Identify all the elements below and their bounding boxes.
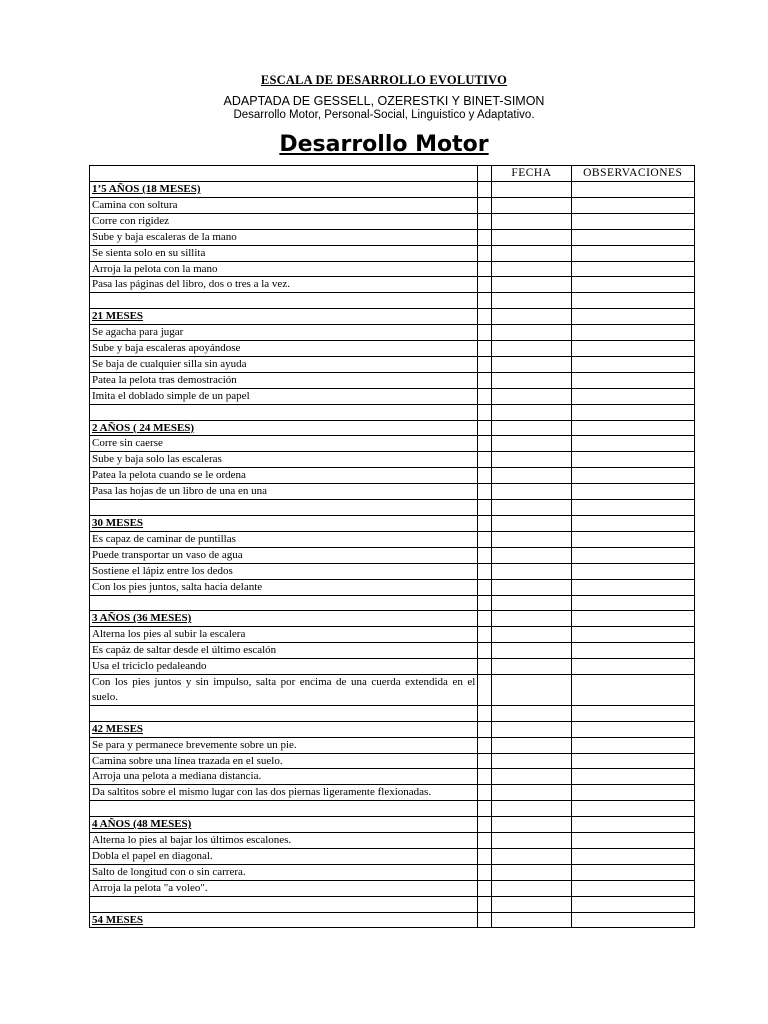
observaciones-cell[interactable]: [571, 659, 694, 675]
fecha-cell[interactable]: [492, 468, 571, 484]
milestone-text: Sostiene el lápiz entre los dedos: [90, 563, 478, 579]
check-cell[interactable]: [478, 325, 492, 341]
observaciones-cell[interactable]: [571, 404, 694, 420]
observaciones-cell[interactable]: [571, 833, 694, 849]
observaciones-cell[interactable]: [571, 643, 694, 659]
section-row: [90, 611, 695, 627]
check-cell[interactable]: [478, 293, 492, 309]
spacer-row: [90, 896, 695, 912]
check-cell[interactable]: [478, 197, 492, 213]
fecha-cell[interactable]: [492, 293, 571, 309]
table-row: [90, 848, 695, 864]
milestone-text: Salto de longitud con o sin carrera.: [90, 864, 478, 880]
section-row: [90, 309, 695, 325]
fecha-cell[interactable]: [492, 721, 571, 737]
check-cell[interactable]: [478, 769, 492, 785]
check-cell[interactable]: [478, 912, 492, 928]
fecha-cell[interactable]: [492, 896, 571, 912]
observaciones-cell[interactable]: [571, 388, 694, 404]
milestone-text: Camina sobre una línea trazada en el suelo.: [90, 753, 478, 769]
observaciones-cell[interactable]: [571, 309, 694, 325]
milestone-text: Sube y baja solo las escaleras: [90, 452, 478, 468]
observaciones-cell[interactable]: [571, 468, 694, 484]
table-row: [90, 563, 695, 579]
age-section-label: 54 MESES: [90, 912, 478, 928]
check-cell[interactable]: [478, 229, 492, 245]
observaciones-cell[interactable]: [571, 801, 694, 817]
check-cell[interactable]: [478, 848, 492, 864]
check-cell[interactable]: [478, 817, 492, 833]
table-row: [90, 245, 695, 261]
fecha-cell[interactable]: [492, 705, 571, 721]
fecha-cell[interactable]: [492, 547, 571, 563]
table-row: [90, 737, 695, 753]
check-cell[interactable]: [478, 675, 492, 706]
section-row: [90, 721, 695, 737]
fecha-cell[interactable]: [492, 880, 571, 896]
milestone-text: Arroja la pelota con la mano: [90, 261, 478, 277]
table-row: [90, 436, 695, 452]
section-row: [90, 420, 695, 436]
milestone-text: Patea la pelota tras demostración: [90, 372, 478, 388]
table-row: [90, 833, 695, 849]
milestone-text: [90, 705, 478, 721]
milestone-text: Es capaz de caminar de puntillas: [90, 531, 478, 547]
fecha-cell[interactable]: [492, 531, 571, 547]
milestone-text: Corre con rigidez: [90, 213, 478, 229]
observaciones-cell[interactable]: [571, 737, 694, 753]
observaciones-cell[interactable]: [571, 769, 694, 785]
observaciones-cell[interactable]: [571, 182, 694, 198]
observaciones-cell[interactable]: [571, 293, 694, 309]
observaciones-cell[interactable]: [571, 531, 694, 547]
section-row: [90, 912, 695, 928]
fecha-cell[interactable]: [492, 912, 571, 928]
fecha-cell[interactable]: [492, 659, 571, 675]
check-cell[interactable]: [478, 659, 492, 675]
age-section-label: 21 MESES: [90, 309, 478, 325]
check-cell[interactable]: [478, 721, 492, 737]
fecha-cell[interactable]: [492, 436, 571, 452]
table-row: [90, 277, 695, 293]
check-cell[interactable]: [478, 484, 492, 500]
check-cell[interactable]: [478, 245, 492, 261]
check-cell[interactable]: [478, 801, 492, 817]
table-row: [90, 579, 695, 595]
evaluation-table: [89, 165, 695, 928]
check-cell[interactable]: [478, 213, 492, 229]
check-cell[interactable]: [478, 261, 492, 277]
fecha-cell[interactable]: [492, 420, 571, 436]
fecha-cell[interactable]: [492, 579, 571, 595]
check-cell[interactable]: [478, 452, 492, 468]
observaciones-cell[interactable]: [571, 500, 694, 516]
milestone-text: Con los pies juntos y sin impulso, salta por encima de una cuerda extendida en el suelo.: [90, 675, 478, 706]
table-row: [90, 388, 695, 404]
observaciones-cell[interactable]: [571, 721, 694, 737]
observaciones-cell[interactable]: [571, 229, 694, 245]
observaciones-cell[interactable]: [571, 341, 694, 357]
observaciones-cell[interactable]: [571, 452, 694, 468]
check-cell[interactable]: [478, 277, 492, 293]
check-cell[interactable]: [478, 309, 492, 325]
milestone-text: Sube y baja escaleras apoyándose: [90, 341, 478, 357]
observaciones-cell[interactable]: [571, 880, 694, 896]
milestone-text: Pasa las hojas de un libro de una en una: [90, 484, 478, 500]
check-cell[interactable]: [478, 833, 492, 849]
milestone-text: [90, 404, 478, 420]
check-cell[interactable]: [478, 737, 492, 753]
table-row: [90, 213, 695, 229]
observaciones-cell[interactable]: [571, 261, 694, 277]
table-row: [90, 197, 695, 213]
age-section-label: 2 AÑOS ( 24 MESES): [90, 420, 478, 436]
observaciones-cell[interactable]: [571, 912, 694, 928]
table-row: [90, 753, 695, 769]
table-row: [90, 785, 695, 801]
milestone-text: Se agacha para jugar: [90, 325, 478, 341]
fecha-cell[interactable]: [492, 404, 571, 420]
fecha-cell[interactable]: [492, 197, 571, 213]
table-row: [90, 325, 695, 341]
observaciones-cell[interactable]: [571, 753, 694, 769]
spacer-row: [90, 404, 695, 420]
observaciones-cell[interactable]: [571, 579, 694, 595]
check-cell[interactable]: [478, 341, 492, 357]
fecha-cell[interactable]: [492, 372, 571, 388]
observaciones-cell[interactable]: [571, 595, 694, 611]
table-row: [90, 880, 695, 896]
milestone-text: Sube y baja escaleras de la mano: [90, 229, 478, 245]
milestone-text: Dobla el papel en diagonal.: [90, 848, 478, 864]
check-cell[interactable]: [478, 356, 492, 372]
check-cell[interactable]: [478, 436, 492, 452]
table-row: [90, 547, 695, 563]
milestone-text: Arroja la pelota "a voleo".: [90, 880, 478, 896]
table-row: [90, 484, 695, 500]
milestone-text: Se sienta solo en su sillita: [90, 245, 478, 261]
observaciones-cell[interactable]: [571, 245, 694, 261]
check-cell[interactable]: [478, 563, 492, 579]
observaciones-cell[interactable]: [571, 864, 694, 880]
item-column-header: [90, 166, 478, 182]
milestone-text: Camina con soltura: [90, 197, 478, 213]
fecha-cell[interactable]: [492, 785, 571, 801]
check-cell[interactable]: [478, 547, 492, 563]
fecha-cell[interactable]: [492, 182, 571, 198]
table-row: [90, 864, 695, 880]
check-cell[interactable]: [478, 896, 492, 912]
observaciones-cell[interactable]: [571, 420, 694, 436]
check-cell[interactable]: [478, 500, 492, 516]
section-row: [90, 182, 695, 198]
section-heading: Desarrollo Motor: [279, 132, 489, 157]
observaciones-cell[interactable]: [571, 611, 694, 627]
fecha-cell[interactable]: [492, 801, 571, 817]
milestone-text: Se para y permanece brevemente sobre un pie.: [90, 737, 478, 753]
milestone-text: [90, 595, 478, 611]
fecha-cell[interactable]: [492, 213, 571, 229]
observaciones-cell[interactable]: [571, 515, 694, 531]
table-row: [90, 468, 695, 484]
observaciones-cell[interactable]: [571, 785, 694, 801]
check-cell[interactable]: [478, 595, 492, 611]
table-row: [90, 659, 695, 675]
age-section-label: 30 MESES: [90, 515, 478, 531]
check-cell[interactable]: [478, 182, 492, 198]
age-section-label: 1’5 AÑOS (18 MESES): [90, 182, 478, 198]
table-row: [90, 643, 695, 659]
table-row: [90, 372, 695, 388]
table-row: [90, 229, 695, 245]
fecha-cell[interactable]: [492, 388, 571, 404]
fecha-cell[interactable]: [492, 500, 571, 516]
check-cell[interactable]: [478, 531, 492, 547]
table-row: [90, 627, 695, 643]
fecha-cell[interactable]: [492, 325, 571, 341]
milestone-text: Patea la pelota cuando se le ordena: [90, 468, 478, 484]
milestone-text: [90, 896, 478, 912]
fecha-cell[interactable]: [492, 611, 571, 627]
check-cell[interactable]: [478, 643, 492, 659]
check-cell[interactable]: [478, 880, 492, 896]
milestone-text: Da saltitos sobre el mismo lugar con las dos piernas ligeramente flexionadas.: [90, 785, 478, 801]
milestone-text: Es capáz de saltar desde el último escalón: [90, 643, 478, 659]
fecha-cell[interactable]: [492, 277, 571, 293]
fecha-cell[interactable]: [492, 309, 571, 325]
fecha-cell[interactable]: [492, 833, 571, 849]
check-column-header: [478, 166, 492, 182]
observaciones-cell[interactable]: [571, 817, 694, 833]
check-cell[interactable]: [478, 420, 492, 436]
observaciones-column-header: OBSERVACIONES: [571, 166, 694, 182]
fecha-cell[interactable]: [492, 643, 571, 659]
observaciones-cell[interactable]: [571, 705, 694, 721]
fecha-cell[interactable]: [492, 452, 571, 468]
fecha-cell[interactable]: [492, 595, 571, 611]
check-cell[interactable]: [478, 864, 492, 880]
spacer-row: [90, 801, 695, 817]
table-row: [90, 452, 695, 468]
spacer-row: [90, 595, 695, 611]
scale-subtitle: ADAPTADA DE GESSELL, OZERESTKI Y BINET-SIMON: [223, 94, 545, 108]
check-cell[interactable]: [478, 579, 492, 595]
milestone-text: Puede transportar un vaso de agua: [90, 547, 478, 563]
observaciones-cell[interactable]: [571, 356, 694, 372]
observaciones-cell[interactable]: [571, 547, 694, 563]
table-row: [90, 769, 695, 785]
milestone-text: Imita el doblado simple de un papel: [90, 388, 478, 404]
fecha-cell[interactable]: [492, 817, 571, 833]
milestone-text: Alterna los pies al subir la escalera: [90, 627, 478, 643]
fecha-cell[interactable]: [492, 563, 571, 579]
age-section-label: 3 AÑOS (36 MESES): [90, 611, 478, 627]
spacer-row: [90, 293, 695, 309]
fecha-cell[interactable]: [492, 261, 571, 277]
observaciones-cell[interactable]: [571, 848, 694, 864]
fecha-cell[interactable]: [492, 229, 571, 245]
check-cell[interactable]: [478, 372, 492, 388]
scale-areas: Desarrollo Motor, Personal-Social, Linguistico y Adaptativo.: [233, 109, 535, 121]
spacer-row: [90, 500, 695, 516]
observaciones-cell[interactable]: [571, 627, 694, 643]
scale-title: ESCALA DE DESARROLLO EVOLUTIVO: [260, 73, 508, 87]
milestone-text: Se baja de cualquier silla sin ayuda: [90, 356, 478, 372]
observaciones-cell[interactable]: [571, 277, 694, 293]
milestone-text: Usa el triciclo pedaleando: [90, 659, 478, 675]
observaciones-cell[interactable]: [571, 563, 694, 579]
check-cell[interactable]: [478, 515, 492, 531]
check-cell[interactable]: [478, 627, 492, 643]
check-cell[interactable]: [478, 611, 492, 627]
observaciones-cell[interactable]: [571, 675, 694, 706]
fecha-cell[interactable]: [492, 848, 571, 864]
observaciones-cell[interactable]: [571, 372, 694, 388]
milestone-text: Corre sin caerse: [90, 436, 478, 452]
milestone-text: [90, 500, 478, 516]
fecha-cell[interactable]: [492, 341, 571, 357]
table-row: [90, 356, 695, 372]
table-row: [90, 675, 695, 706]
milestone-text: [90, 293, 478, 309]
milestone-text: [90, 801, 478, 817]
spacer-row: [90, 705, 695, 721]
fecha-cell[interactable]: [492, 675, 571, 706]
check-cell[interactable]: [478, 468, 492, 484]
check-cell[interactable]: [478, 388, 492, 404]
milestone-text: Pasa las páginas del libro, dos o tres a la vez.: [90, 277, 478, 293]
milestone-text: Con los pies juntos, salta hacia delante: [90, 579, 478, 595]
table-row: [90, 341, 695, 357]
table-header-row: [90, 166, 695, 182]
observaciones-cell[interactable]: [571, 325, 694, 341]
fecha-cell[interactable]: [492, 753, 571, 769]
fecha-cell[interactable]: [492, 864, 571, 880]
fecha-cell[interactable]: [492, 484, 571, 500]
fecha-cell[interactable]: [492, 356, 571, 372]
age-section-label: 4 AÑOS (48 MESES): [90, 817, 478, 833]
section-row: [90, 817, 695, 833]
observaciones-cell[interactable]: [571, 484, 694, 500]
milestone-text: Arroja una pelota a mediana distancia.: [90, 769, 478, 785]
fecha-cell[interactable]: [492, 515, 571, 531]
table-row: [90, 531, 695, 547]
observaciones-cell[interactable]: [571, 436, 694, 452]
section-row: [90, 515, 695, 531]
table-row: [90, 261, 695, 277]
check-cell[interactable]: [478, 753, 492, 769]
observaciones-cell[interactable]: [571, 213, 694, 229]
check-cell[interactable]: [478, 785, 492, 801]
observaciones-cell[interactable]: [571, 896, 694, 912]
fecha-cell[interactable]: [492, 627, 571, 643]
check-cell[interactable]: [478, 404, 492, 420]
observaciones-cell[interactable]: [571, 197, 694, 213]
age-section-label: 42 MESES: [90, 721, 478, 737]
fecha-cell[interactable]: [492, 737, 571, 753]
fecha-column-header: FECHA: [492, 166, 571, 182]
fecha-cell[interactable]: [492, 769, 571, 785]
fecha-cell[interactable]: [492, 245, 571, 261]
milestone-text: Alterna lo pies al bajar los últimos escalones.: [90, 833, 478, 849]
check-cell[interactable]: [478, 705, 492, 721]
